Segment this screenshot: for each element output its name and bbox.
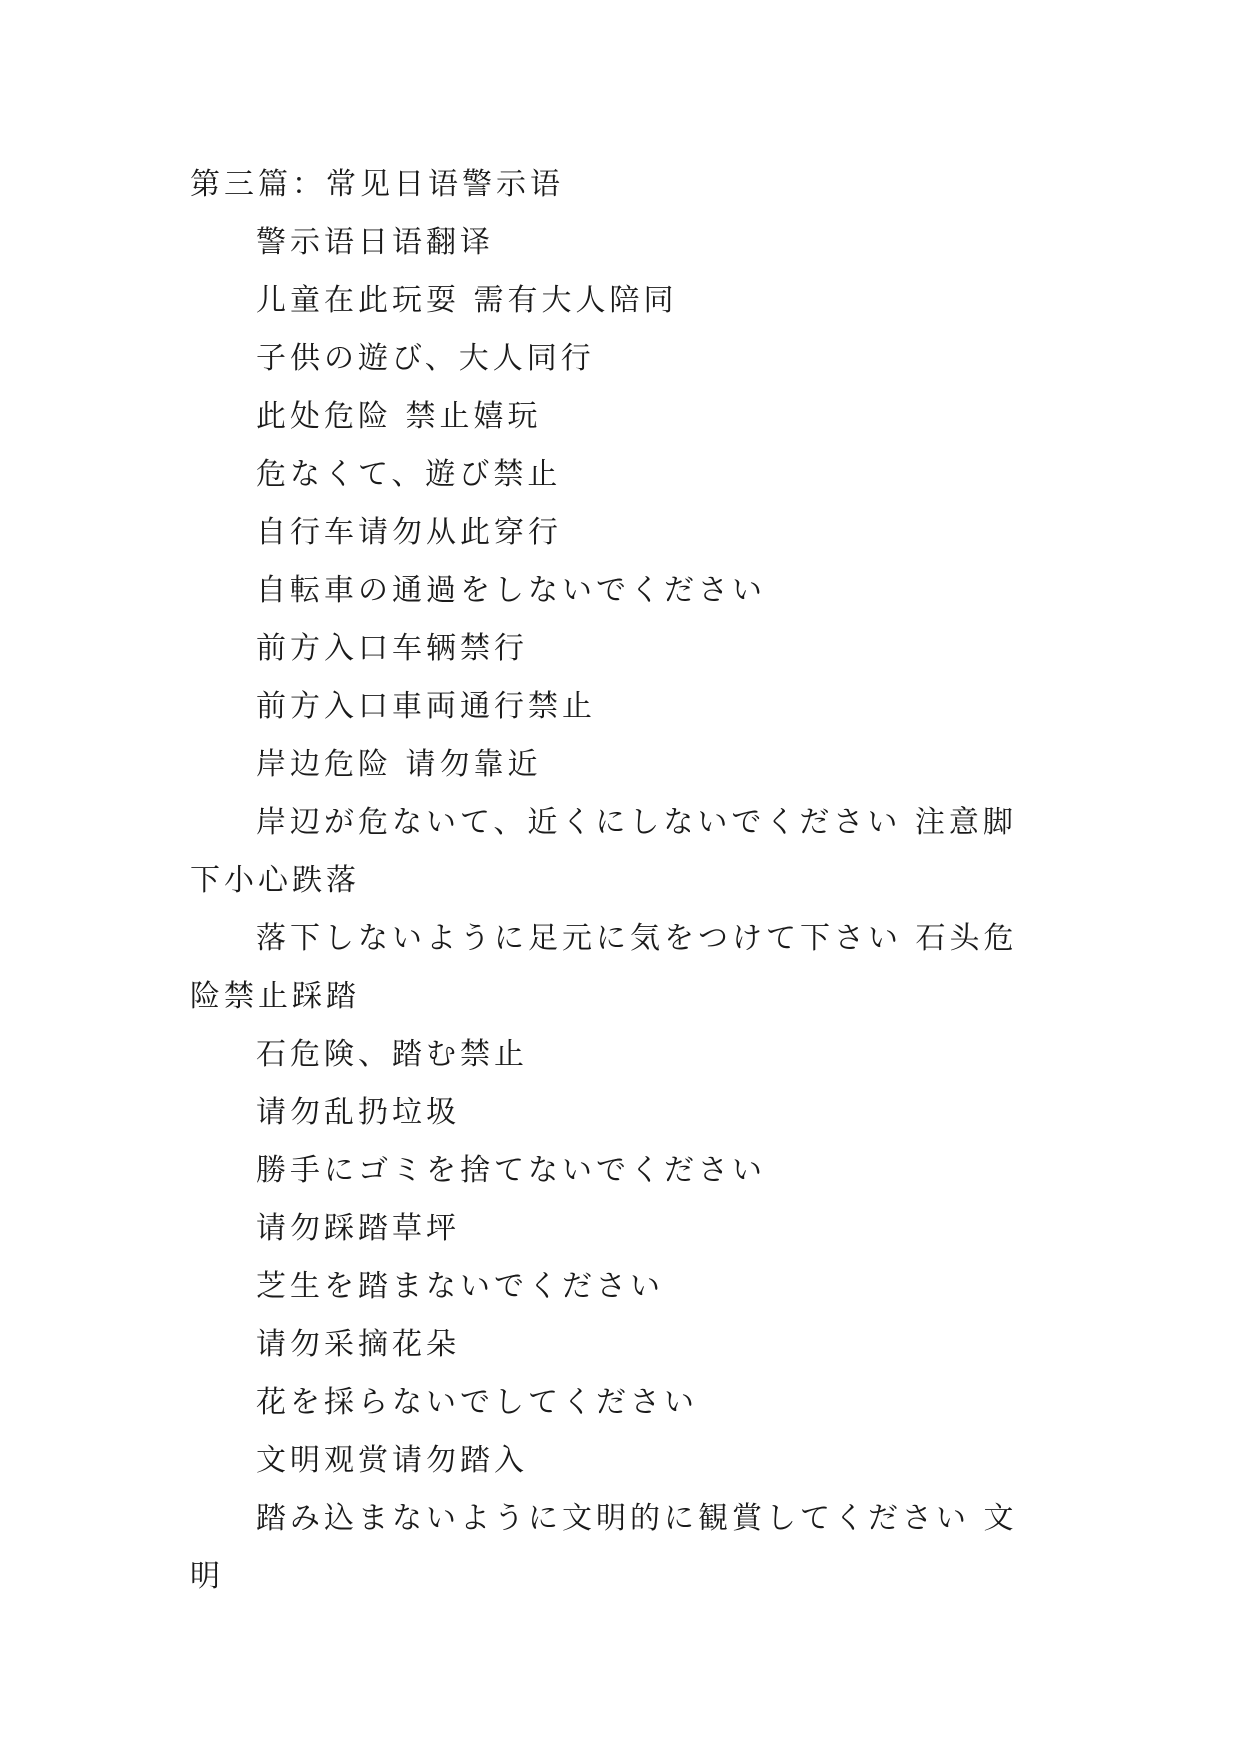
paragraph: 岸边危险 请勿靠近 — [256, 747, 542, 782]
paragraph: 子供の遊び、大人同行 — [256, 341, 595, 376]
paragraph: 花を採らないでしてください — [256, 1385, 698, 1420]
paragraph: 落下しないように足元に気をつけて下さい 石头危险禁止踩踏 — [190, 921, 1018, 1014]
paragraph: 请勿踩踏草坪 — [256, 1211, 460, 1246]
paragraph: 警示语日语翻译 — [256, 225, 494, 260]
paragraph: 前方入口车辆禁行 — [256, 631, 528, 666]
paragraph: 文明观赏请勿踏入 — [256, 1443, 528, 1478]
paragraph: 危なくて、遊び禁止 — [256, 457, 562, 492]
document-title: 第三篇：常见日语警示语 — [190, 167, 564, 202]
paragraph: 请勿乱扔垃圾 — [256, 1095, 460, 1130]
paragraph: 踏み込まないように文明的に観賞してください 文明 — [190, 1501, 1018, 1594]
paragraph: 芝生を踏まないでください — [256, 1269, 664, 1304]
paragraph: 请勿采摘花朵 — [256, 1327, 460, 1362]
paragraph: 岸辺が危ないて、近くにしないでください 注意脚下小心跌落 — [190, 805, 1017, 898]
paragraph: 石危険、踏む禁止 — [256, 1037, 528, 1072]
paragraph: 自転車の通過をしないでください — [256, 573, 766, 608]
paragraph: 自行车请勿从此穿行 — [256, 515, 562, 550]
paragraph: 此处危险 禁止嬉玩 — [256, 399, 542, 434]
paragraph: 勝手にゴミを捨てないでください — [256, 1153, 766, 1188]
paragraph: 儿童在此玩耍 需有大人陪同 — [256, 283, 678, 318]
document-body — [190, 156, 1050, 1606]
paragraph: 前方入口車両通行禁止 — [256, 689, 596, 724]
